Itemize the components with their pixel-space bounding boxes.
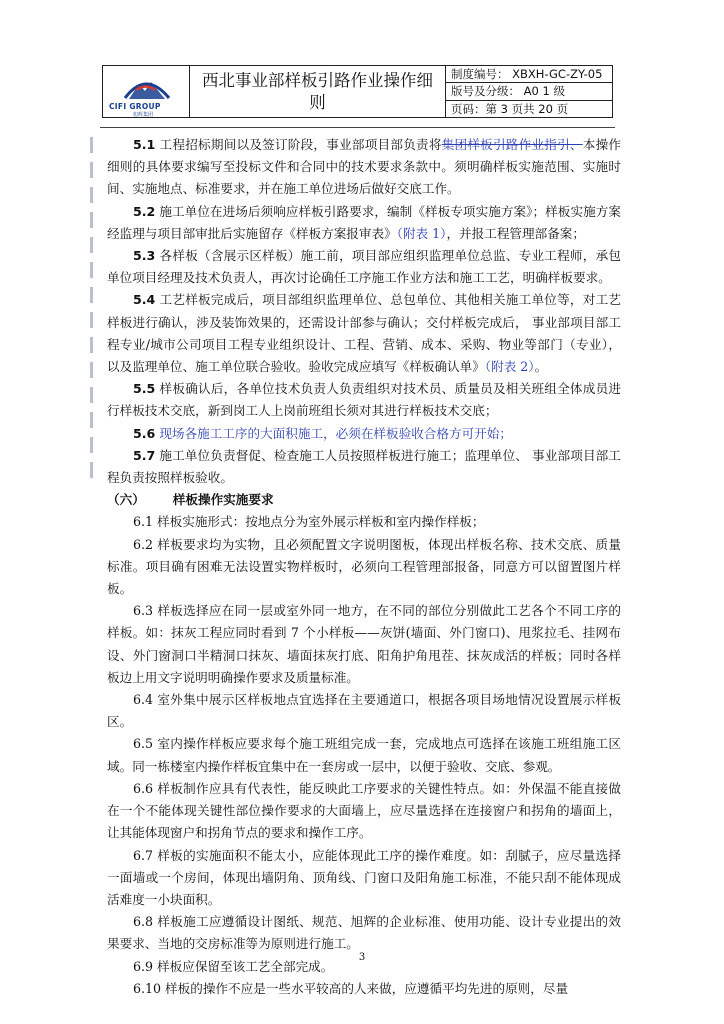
document-code: 制度编号： XBXH-GC-ZY-05 xyxy=(446,66,612,83)
logo-subtext: 旭辉集团 xyxy=(133,112,154,118)
header-divider xyxy=(100,127,615,128)
document-header xyxy=(102,65,613,118)
paragraph-6-2: 6.2 样板要求均为实物，且必须配置文字说明图板，体现出样板名称、技术交底、质量标准。项目确有困难无法设置实物样板时，必须向工程管理部报备，同意方可以留置图片样板。 xyxy=(107,536,621,597)
paragraph-6-9: 6.9 样板应保留至该工艺全部完成。 xyxy=(133,958,334,974)
paragraph-5-7: 5.7 施工单位负责督促、检查施工人员按照样板进行施工；监理单位、 事业部项目部工程负责按照样板验收。 xyxy=(107,447,621,486)
document-title: 西北事业部样板引路作业操作细则 xyxy=(190,66,446,117)
paragraph-6-10: 6.10 样板的操作不应是一些水平较高的人来做，应遵循平均先进的原则，尽量 xyxy=(133,980,569,996)
paragraph-6-4: 6.4 室外集中展示区样板地点宜选择在主要通道口，根据各项目场地情况设置展示样板区。 xyxy=(107,692,621,730)
appendix-1-link[interactable]: （附表 1） xyxy=(396,225,447,241)
document-version: 版号及分级： A0 1 级 xyxy=(446,83,612,100)
cifi-logo xyxy=(103,66,190,117)
document-page: 页码：第 3 页共 20 页 xyxy=(451,101,569,116)
change-bars xyxy=(90,137,96,487)
paragraph-6-6: 6.6 样板制作应具有代表性，能反映此工序要求的关键性特点。如：外保温不能直接做在一个不能体现关键性部位操作要求的大面墙上，应尽量选择在连接窗户和拐角的墙面上，让其能体现窗户和拐角节点的要求和操作工序。 xyxy=(107,780,621,841)
appendix-2-link[interactable]: （附表 2） xyxy=(484,359,535,375)
struck-text: 集团样板引路作业指引、 xyxy=(441,137,583,152)
paragraph-6-3: 6.3 样板选择应在同一层或室外同一地方，在不同的部位分别做此工艺各个不同工序的样板。如：抹灰工程应同时看到 7 个小样板——灰饼(墙面、外门窗口)、甩浆拉毛、挂网布设、外门窗洞口半精洞口抹灰、墙面抹灰打底、阳角护角甩茬、抹灰成活的样板；同时各样板边上用文字说明明确操作要求及质量标准。 xyxy=(107,603,621,685)
paragraph-5-4: 5.4 工艺样板完成后，项目部组织监理单位、总包单位、其他相关施工单位等，对工艺样板进行确认，涉及装饰效果的，还需设计部参与确认；交付样板完成后， 事业部项目部工程专业/城市公司项目工程专业组织设计、工程、营销、成本、采购、物业等部门（专业），以及监理单位、施工单位联合验收。验收完成应填写《样板确认单》（附表 2）。 xyxy=(107,292,621,375)
paragraph-6-7: 6.7 样板的实施面积不能太小，应能体现此工序的操作难度。如：刮腻子，应尽量选择一面墙或一个房间，体现出墙阴角、顶角线、门窗口及阳角施工标准，不能只刮不能体现成活难度一小块面积。 xyxy=(107,847,621,907)
paragraph-5-1: 5.1 工程招标期间以及签订阶段，事业部项目部负责将集团样板引路作业指引、本操作细则的具体要求编写至投标文件和合同中的技术要求条款中。须明确样板实施范围、实施时间、实施地点、标准要求，并在施工单位进场后做好交底工作。 xyxy=(107,137,622,197)
paragraph-6-8: 6.8 样板施工应遵循设计图纸、规范、旭辉的企业标准、使用功能、设计专业提出的效果要求、当地的交房标准等为原则进行施工。 xyxy=(107,914,621,952)
page-number: 3 xyxy=(358,952,366,963)
logo-text: CIFI GROUP xyxy=(109,102,161,111)
paragraph-5-5: 5.5 样板确认后，各单位技术负责人负责组织对技术员、质量员及相关班组全体成员进行样板技术交底，新到岗工人上岗前班组长须对其进行样板技术交底； xyxy=(107,381,621,419)
paragraph-5-6: 5.6 现场各施工工序的大面积施工，必须在样板验收合格方可开始； xyxy=(133,425,512,441)
document-meta xyxy=(446,66,612,117)
paragraph-5-3: 5.3 各样板（含展示区样板）施工前，项目部应组织监理单位总监、专业工程师，承包单位项目经理及技术负责人，再次讨论确任工序施工作业方法和施工工艺，明确样板要求。 xyxy=(107,248,621,286)
section-6-heading: （六） 样板操作实施要求 xyxy=(107,492,274,508)
paragraph-6-5: 6.5 室内操作样板应要求每个施工班组完成一套，完成地点可选择在该施工班组施工区域。同一栋楼室内操作样板宜集中在一套房或一层中，以便于验收、交底、参观。 xyxy=(107,736,621,774)
document-body xyxy=(107,134,621,1000)
paragraph-5-2: 5.2 施工单位在进场后须响应样板引路要求，编制《样板专项实施方案》；样板实施方案经监理与项目部审批后实施留存《样板方案报审表》（附表 1），并报工程管理部备案； xyxy=(107,203,621,241)
paragraph-6-1: 6.1 样板实施形式：按地点分为室外展示样板和室内操作样板； xyxy=(133,514,485,530)
